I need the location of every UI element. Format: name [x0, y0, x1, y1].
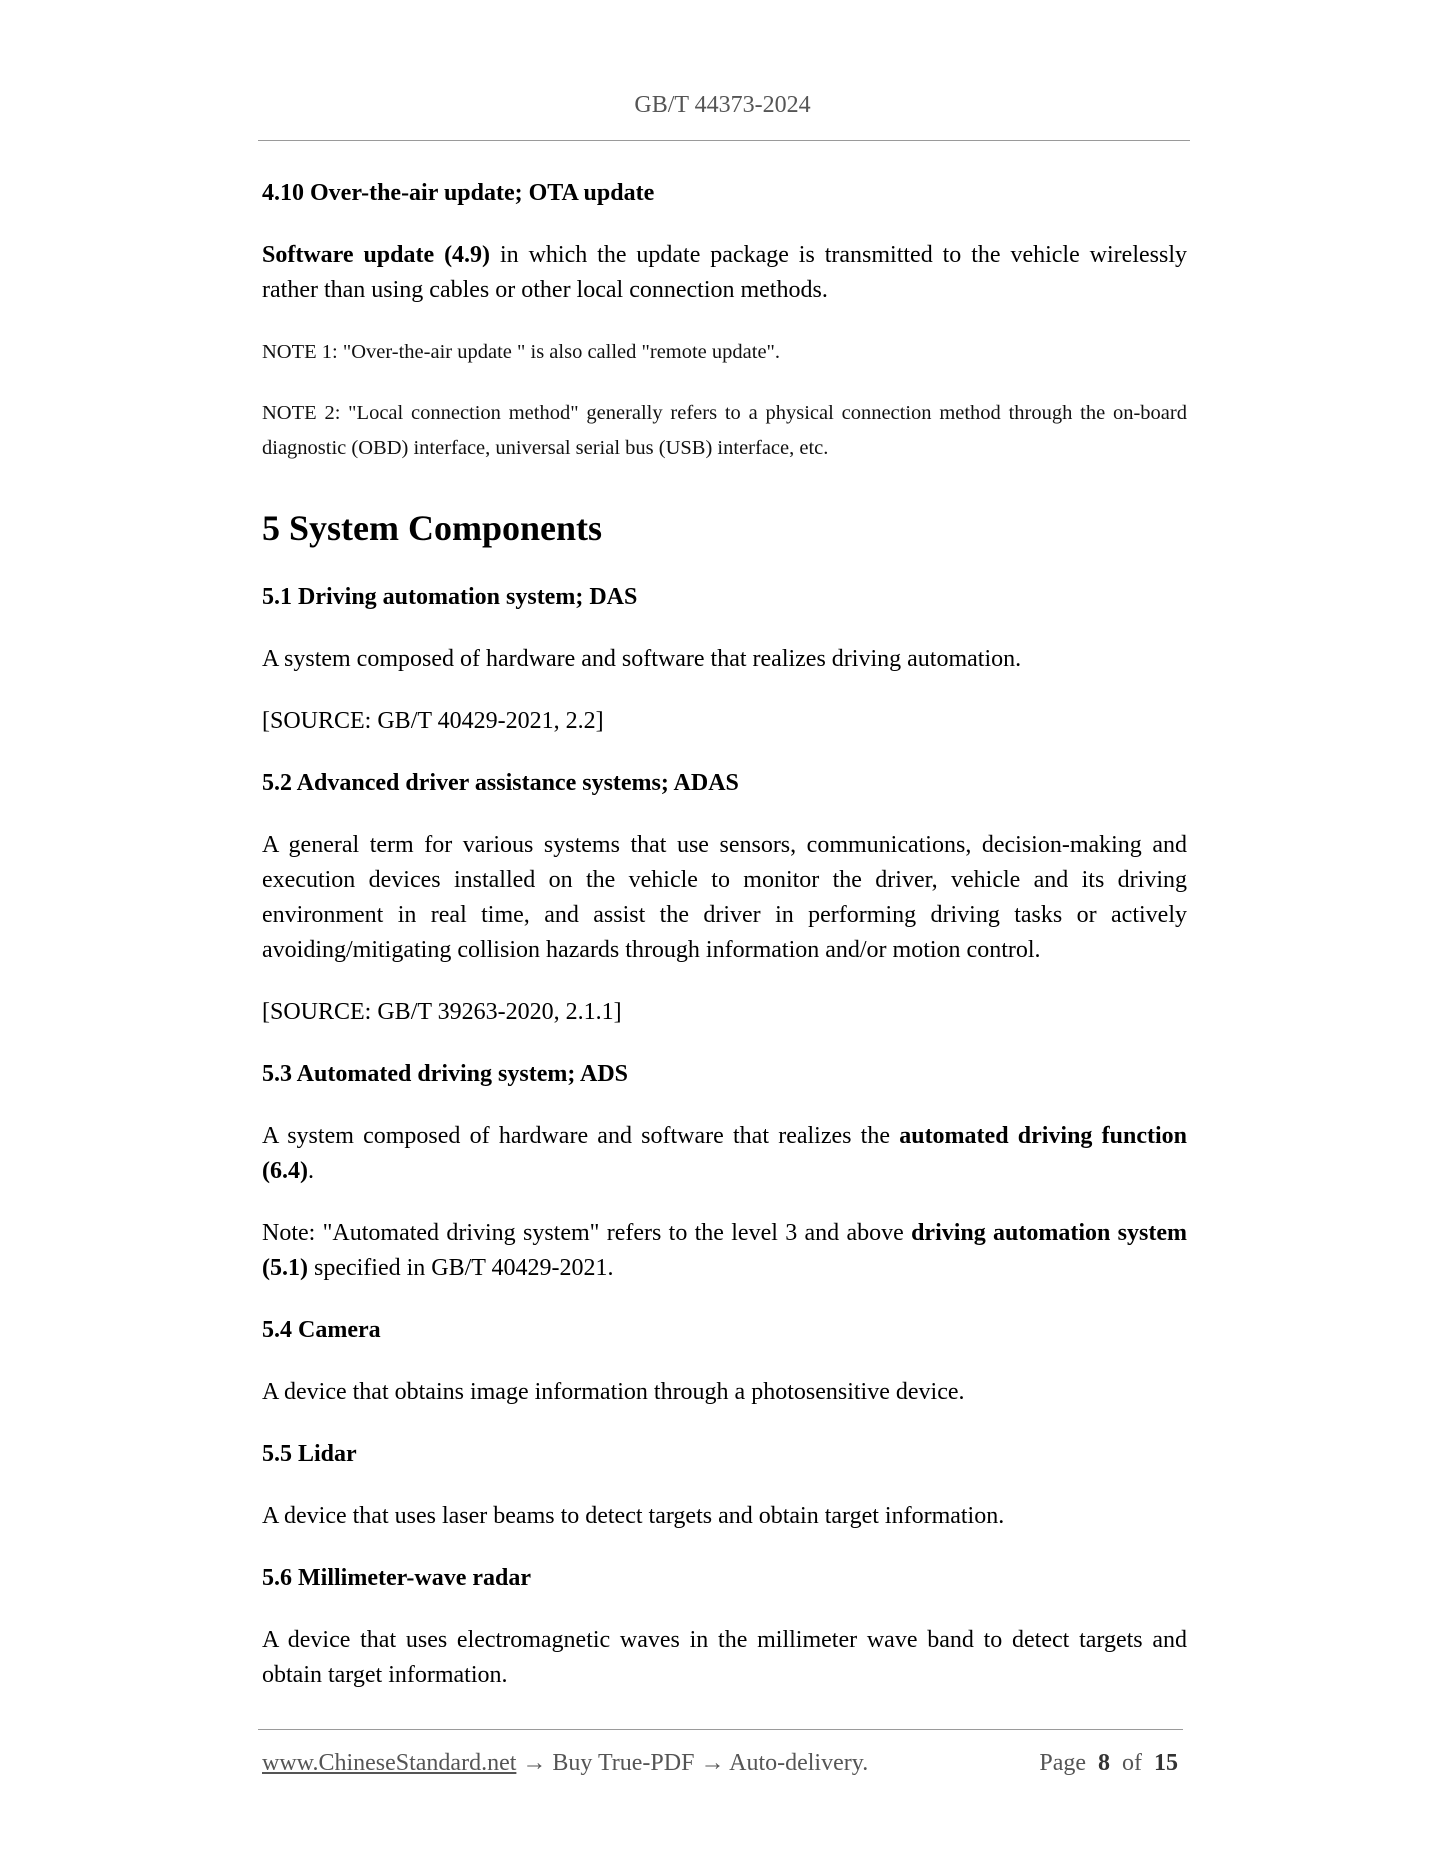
footer-promo-text: → Buy True-PDF → Auto-delivery. [516, 1750, 869, 1776]
term-ref: driving automation system (5.1) [262, 1220, 1188, 1281]
section-5-3-heading: 5.3 Automated driving system; ADS [262, 1061, 629, 1087]
section-5-1-definition: A system composed of hardware and software that realizes driving automation. [262, 646, 1022, 672]
definition-text-end: . [307, 1158, 314, 1184]
running-header: GB/T 44373-2024 [634, 92, 811, 118]
section-5-heading: 5 System Components [262, 508, 603, 548]
note-text: Note: "Automated driving system" refers to the level 3 and above [262, 1220, 912, 1246]
term-ref: Software update (4.9) [262, 242, 491, 268]
current-page: 8 [1098, 1750, 1110, 1776]
note-text-end: specified in GB/T 40429-2021. [307, 1255, 614, 1281]
section-5-4-heading: 5.4 Camera [262, 1317, 381, 1343]
document-body [262, 176, 1187, 1720]
footer-promo [262, 1750, 868, 1777]
of-label: of [1122, 1750, 1142, 1776]
section-5-4-definition: A device that obtains image information through a photosensitive device. [262, 1379, 965, 1405]
website-link[interactable]: www.ChineseStandard.net [262, 1750, 517, 1776]
footer-rule [258, 1729, 1183, 1730]
section-5-6-definition: A device that uses electromagnetic waves in the millimeter wave band to detect targets and obtain target information. [262, 1627, 1187, 1688]
section-5-2-heading: 5.2 Advanced driver assistance systems; ADAS [262, 770, 739, 796]
section-5-1-source: [SOURCE: GB/T 40429-2021, 2.2] [262, 708, 604, 734]
section-5-3-definition [262, 1119, 1187, 1189]
section-5-3-note [262, 1216, 1187, 1286]
section-5-1-heading: 5.1 Driving automation system; DAS [262, 584, 638, 610]
total-pages: 15 [1154, 1750, 1178, 1776]
note-1: NOTE 1: "Over-the-air update " is also called "remote update". [262, 341, 781, 363]
note-2: NOTE 2: "Local connection method" generally refers to a physical connection method through the on-board diagnostic (OBD) interface, universal serial bus (USB) interface, etc. [262, 402, 1187, 459]
page-label: Page [1039, 1750, 1086, 1776]
section-4-10-definition [262, 238, 1187, 308]
term-ref: automated driving function (6.4) [262, 1123, 1187, 1184]
section-5-2-source: [SOURCE: GB/T 39263-2020, 2.1.1] [262, 999, 622, 1025]
definition-text: in which the update package is transmitted to the vehicle wirelessly rather than using cables or other local connection methods. [262, 242, 1187, 303]
page-indicator [1039, 1750, 1178, 1777]
section-5-5-definition: A device that uses laser beams to detect targets and obtain target information. [262, 1503, 1005, 1529]
section-5-6-heading: 5.6 Millimeter-wave radar [262, 1565, 532, 1591]
section-4-10-heading: 4.10 Over-the-air update; OTA update [262, 180, 655, 206]
page-footer [262, 1750, 1178, 1777]
section-5-2-definition: A general term for various systems that use sensors, communications, decision-making and execution devices installed on the vehicle to monitor the driver, vehicle and its driving environment in real time, and assist the driver in performing driving tasks or actively avoiding/mitigating collision hazards through information and/or motion control. [262, 832, 1187, 963]
definition-text: A system composed of hardware and software that realizes the [262, 1123, 900, 1149]
header-rule [258, 140, 1190, 141]
section-5-5-heading: 5.5 Lidar [262, 1441, 357, 1467]
